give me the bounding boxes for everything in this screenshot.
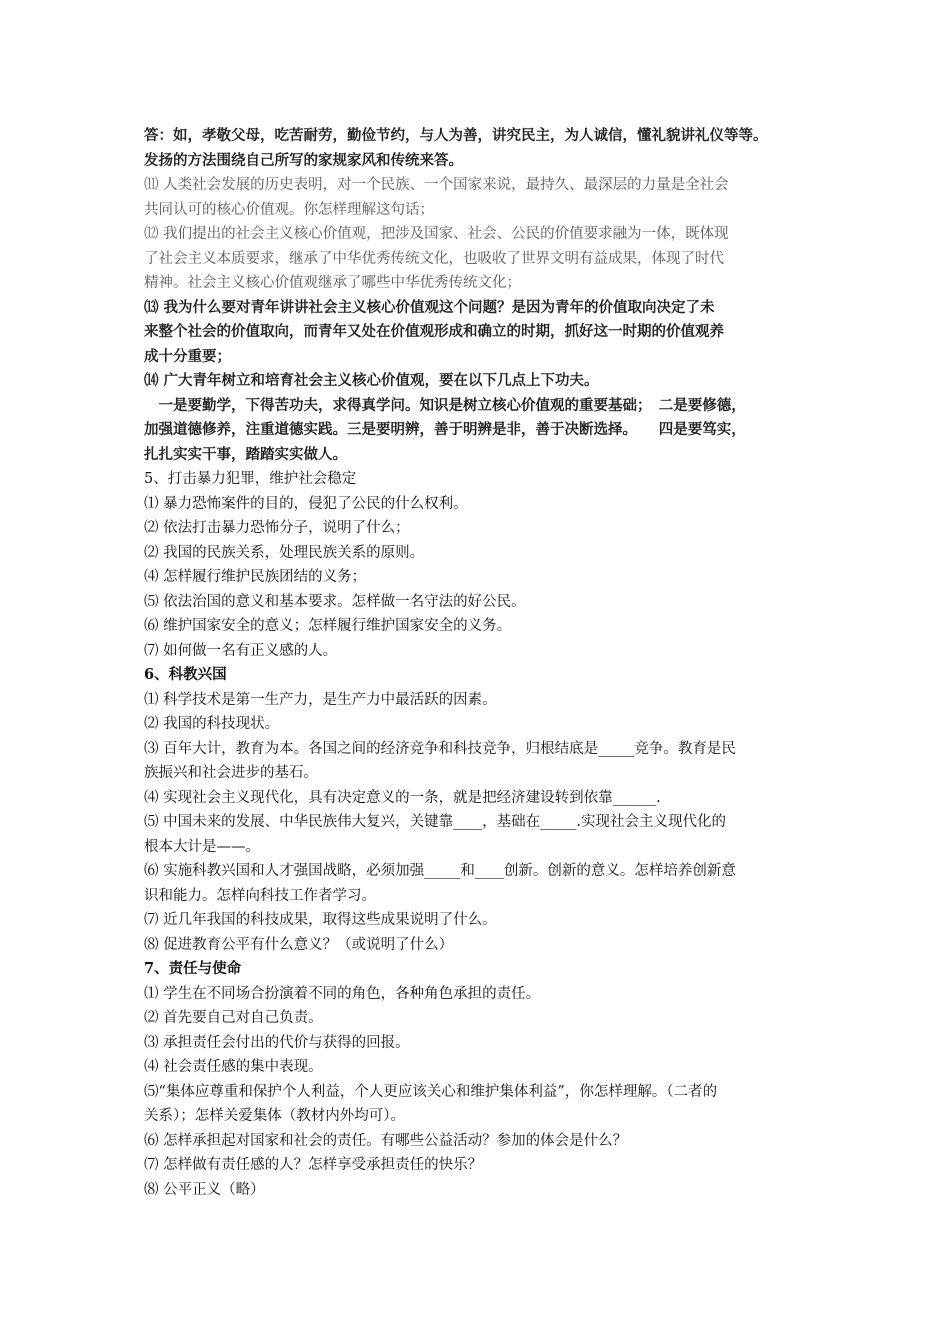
text-line: 族振兴和社会进步的基石。 bbox=[144, 765, 318, 781]
text-line: 扎扎实实干事，踏踏实实做人。 bbox=[144, 445, 347, 463]
text-line: ⑾ 人类社会发展的历史表明，对一个民族、一个国家来说，最持久、最深层的力量是全社会 bbox=[144, 177, 729, 193]
text-line: ⑺ 如何做一名有正义感的人。 bbox=[144, 642, 338, 659]
text-line: ⑴ 科学技术是第一生产力，是生产力中最活跃的因素。 bbox=[144, 691, 497, 708]
text-line: 来整个社会的价值取向，而青年又处在价值观形成和确立的时期，抓好这一时期的价值观养 bbox=[144, 323, 724, 340]
text-line: ⑺ 怎样做有责任感的人？怎样享受承担责任的快乐？ bbox=[144, 1157, 483, 1173]
text-line: 一是要勤学，下得苦功夫，求得真学问。知识是树立核心价值观的重要基础； 二是要修德， bbox=[144, 396, 746, 414]
text-line: 成十分重要； bbox=[144, 347, 231, 365]
text-line: ⑶ 百年大计，教育为本。各国之间的经济竞争和科技竞争，归根结底是_____竞争。教育是民 bbox=[144, 740, 736, 757]
text-line: ⑹ 怎样承担起对国家和社会的责任。有哪些公益活动？参加的体会是什么？ bbox=[144, 1132, 628, 1149]
text-line: ⑹ 实施科教兴国和人才强国战略，必须加强_____和____创新。创新的意义。怎样培养创新意 bbox=[144, 863, 736, 879]
text-line: 共同认可的核心价值观。你怎样理解这句话； bbox=[144, 201, 434, 218]
section-heading-6: 6、科教兴国 bbox=[144, 666, 227, 683]
text-line: 加强道德修养，注重道德实践。三是要明辨，善于明辨是非，善于决断选择。 四是要笃实， bbox=[144, 421, 746, 438]
text-line: ⑷ 怎样履行维护民族团结的义务； bbox=[144, 569, 367, 585]
text-line: ⑷ 社会责任感的集中表现。 bbox=[144, 1059, 323, 1075]
text-line: ⑴ 暴力恐怖案件的目的，侵犯了公民的什么权利。 bbox=[144, 495, 468, 512]
text-line: ⑶ 承担责任会付出的代价与获得的回报。 bbox=[144, 1034, 410, 1051]
text-line: ⑵ 首先要自己对自己负责。 bbox=[144, 1010, 323, 1026]
text-line: ⑵ 我国的科技现状。 bbox=[144, 716, 280, 732]
text-line: 发扬的方法围绕自己所写的家规家风和传统来答。 bbox=[144, 151, 463, 169]
text-line: ⑻ 公平正义（略） bbox=[144, 1181, 265, 1198]
text-line: 关系）；怎样关爱集体（教材内外均可）。 bbox=[144, 1108, 405, 1124]
text-line: ⑹ 维护国家安全的意义；怎样履行维护国家安全的义务。 bbox=[144, 618, 512, 634]
text-line: ⑷ 实现社会主义现代化，具有决定意义的一条，就是把经济建设转到依靠______. bbox=[144, 789, 661, 806]
section-heading-7: 7、责任与使命 bbox=[144, 960, 242, 977]
section-heading-5: 5、打击暴力犯罪，维护社会稳定 bbox=[144, 471, 357, 487]
text-line: ⑿ 我们提出的社会主义核心价值观，把涉及国家、社会、公民的价值要求融为一体，既体现 bbox=[144, 226, 729, 242]
text-line: ⑵ 我国的民族关系，处理民族关系的原则。 bbox=[144, 544, 425, 561]
text-line: 答：如，孝敬父母，吃苦耐劳，勤俭节约，与人为善，讲究民主，为人诚信，懂礼貌讲礼仪等等。 bbox=[144, 127, 768, 144]
text-line: ⑻ 促进教育公平有什么意义？（或说明了什么） bbox=[144, 936, 454, 953]
text-line: ⑴ 学生在不同场合扮演着不同的角色，各种角色承担的责任。 bbox=[144, 985, 541, 1002]
text-line: ⒁ 广大青年树立和培育社会主义核心价值观，要在以下几点上下功夫。 bbox=[144, 372, 599, 389]
text-line: 根本大计是——。 bbox=[144, 838, 260, 855]
text-line: ⑸“集体应尊重和保护个人利益，个人更应该关心和维护集体利益”，你怎样理解。（二者的 bbox=[144, 1083, 718, 1100]
text-line: ⑸ 中国未来的发展、中华民族伟大复兴，关键靠____，基础在_____.实现社会主义现代化的 bbox=[144, 814, 726, 830]
text-line: 了社会主义本质要求，继承了中华优秀传统文化，也吸收了世界文明有益成果，体现了时代 bbox=[144, 250, 724, 267]
text-line: ⑺ 近几年我国的科技成果，取得这些成果说明了什么。 bbox=[144, 912, 497, 928]
document-page bbox=[144, 124, 816, 1202]
text-line: ⑸ 依法治国的意义和基本要求。怎样做一名守法的好公民。 bbox=[144, 593, 526, 610]
text-line: 精神。社会主义核心价值观继承了哪些中华优秀传统文化； bbox=[144, 275, 521, 291]
text-line: ⑵ 依法打击暴力恐怖分子，说明了什么； bbox=[144, 520, 410, 536]
text-line: ⒀ 我为什么要对青年讲讲社会主义核心价值观这个问题？是因为青年的价值取向决定了未 bbox=[144, 298, 715, 316]
text-line: 识和能力。怎样向科技工作者学习。 bbox=[144, 887, 376, 904]
